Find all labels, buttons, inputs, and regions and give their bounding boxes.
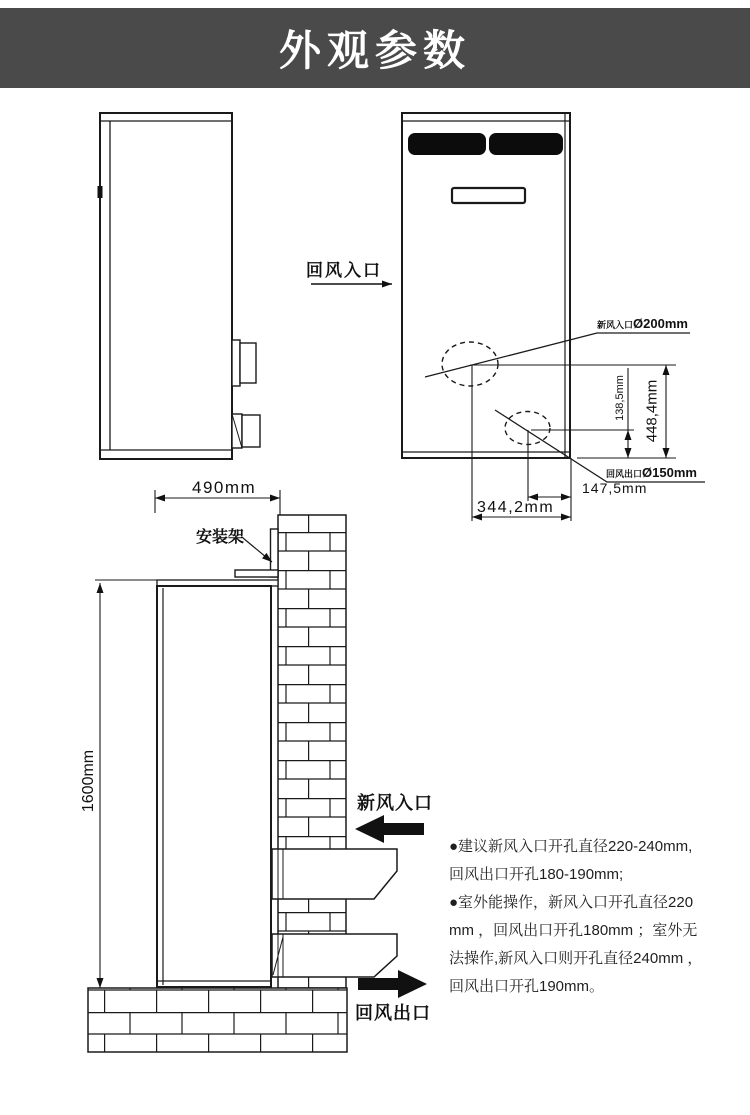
side-view-upper-stub <box>232 340 256 386</box>
height-dimension-lines <box>95 580 157 988</box>
bracket-leader <box>243 538 272 562</box>
return-air-hole-size: Ø150mm <box>642 465 697 480</box>
dim-147-label: 147,5mm <box>582 480 648 496</box>
bracket-label: 安装架 <box>196 529 245 546</box>
note-line: 回风出口开孔190mm。 <box>449 978 605 995</box>
return-air-inlet-label: 回风入口 <box>306 261 382 280</box>
fresh-air-hole-label <box>597 316 688 331</box>
note-line: mm ，回风出口开孔180mm ；室外无 <box>449 922 698 939</box>
side-view-lower-stub <box>232 414 260 448</box>
return-air-hole-name: 回风出口 <box>606 469 643 479</box>
display-panel <box>452 188 525 203</box>
return-air-hole-label <box>606 465 697 480</box>
note-line: 回风出口开孔180-190mm; <box>449 866 624 883</box>
page-title: 外观参数 <box>278 27 471 74</box>
install-diagram <box>88 490 427 1052</box>
dim-1600-label: 1600mm <box>80 749 97 813</box>
fresh-air-flow-arrow <box>355 815 424 843</box>
air-grille-left <box>408 133 486 155</box>
front-view-unit <box>402 113 570 458</box>
note-line: ●室外能操作，新风入口开孔直径220 <box>449 894 694 911</box>
dim-344-label: 344,2mm <box>477 499 555 516</box>
air-grille-right <box>489 133 563 155</box>
brick-wall <box>278 515 346 988</box>
installed-unit <box>157 580 278 987</box>
fresh-air-hole-size: Ø200mm <box>633 316 688 331</box>
fresh-air-hole-name: 新风入口 <box>597 320 634 330</box>
drilling-notes <box>449 833 702 1001</box>
fresh-air-duct <box>272 849 397 899</box>
dim-490-label: 490mm <box>192 478 257 497</box>
hinge-mark <box>98 186 103 198</box>
return-air-outlet-label: 回风出口 <box>355 1003 431 1023</box>
side-view-unit <box>98 113 261 459</box>
return-air-duct <box>272 934 397 977</box>
fresh-air-inlet-label: 新风入口 <box>357 793 433 813</box>
dim-138-label: 138,5mm <box>614 375 626 421</box>
note-line: 法操作,新风入口则开孔直径240mm ， <box>449 950 703 967</box>
dim-448-label: 448,4mm <box>643 379 661 443</box>
brick-floor <box>88 988 347 1052</box>
note-line: ●建议新风入口开孔直径220-240mm, <box>449 838 693 855</box>
